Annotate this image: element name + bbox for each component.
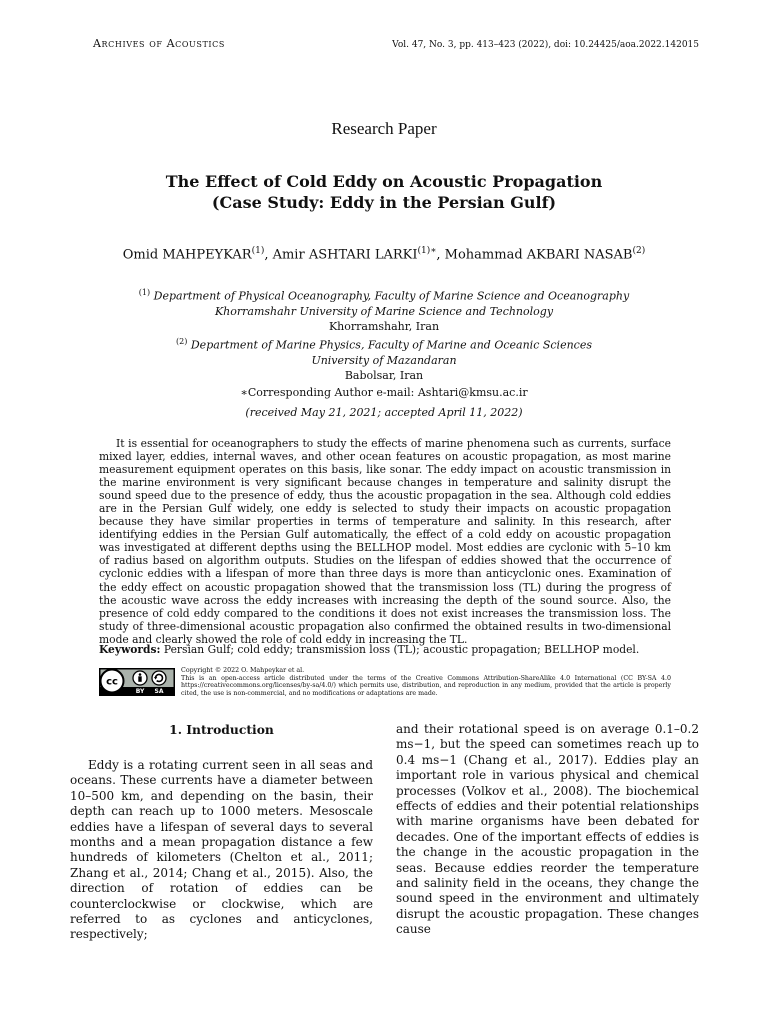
author-list: Omid MAHPEYKAR$^{(1)}$, Amir ASHTARI $LARKI^{(1)∗}$, Mohammad AKBARI NASAB$^{(2)}$ <box>122 246 646 263</box>
title-line-1: The Effect of Cold Eddy on Acoustic Propagation <box>165 172 603 191</box>
license-block <box>99 667 671 697</box>
corresponding-author: ∗Corresponding Author e-mail: Ashtari@kmsu.ac.ir <box>240 386 528 399</box>
affiliation-2-dept: Department of Marine Physics, Faculty of Marine and Oceanic Sciences <box>190 338 592 352</box>
running-header <box>93 37 699 51</box>
intro-paragraph-1: Eddy is a rotating current seen in all seas and oceans. These currents have a diameter between 10–500 km, and depending on the basin, their depth can reach up to 1000 meters. Mesoscale eddies have a lifespan of several days to several months and a mean propagation distance a few hundreds of kilometers (Chelton et al., 2011; Zhang et al., 2014; Chang et al., 2015). Also, the direction of rotation of eddies can be counterclockwise or clockwise, which are referred to as cyclones and anticyclones, respectively; <box>70 758 373 942</box>
sa-label: SA <box>154 688 164 695</box>
journal-name: Archives of Acoustics <box>93 37 225 50</box>
affiliation-1-marker: (1) <box>138 288 151 297</box>
affiliation-1-dept: Department of Physical Oceanography, Faculty of Marine Science and Oceanography <box>153 289 630 303</box>
volume-info: Vol. 47, No. 3, pp. 413–423 (2022), doi: 10.24425/aoa.2022.142015 <box>392 40 699 50</box>
cc-label: cc <box>106 676 118 688</box>
keywords <box>99 643 671 656</box>
affiliation-1 <box>0 285 768 334</box>
by-label: BY <box>135 688 145 695</box>
license-text <box>181 667 671 698</box>
keywords-label: Keywords: <box>99 643 161 656</box>
license-terms: This is an open-access article distributed under the terms of the Creative Commons Attribution-ShareAlike 4.0 International (CC BY-SA 4.0 https://creativecommons.org/licenses/by-sa/4.0/) which permits use, distribution, and reproduction in any medium, provided that the article is properly cited, the use is non-commercial, and no modifications or adaptations are made. <box>181 674 671 698</box>
paper-type: Research Paper <box>331 119 437 138</box>
paper-title <box>0 171 768 213</box>
column-right <box>396 722 699 938</box>
section-heading: 1. Introduction <box>169 722 274 737</box>
copyright-line: Copyright © 2022 O. Mahpeykar et al. <box>181 667 305 674</box>
affiliation-2-marker: (2) <box>176 337 188 346</box>
affiliation-1-city: Khorramshahr, Iran <box>328 319 440 333</box>
keywords-list: Persian Gulf; cold eddy; transmission loss (TL); acoustic propagation; BELLHOP model. <box>163 643 640 656</box>
affiliation-2 <box>0 334 768 383</box>
affiliation-1-univ: Khorramshahr University of Marine Science and Technology <box>214 304 554 318</box>
abstract <box>99 437 671 646</box>
title-line-2: (Case Study: Eddy in the Persian Gulf) <box>211 193 557 212</box>
abstract-text: It is essential for oceanographers to study the effects of marine phenomena such as currents, surface mixed layer, eddies, internal waves, and other ocean features on acoustic propagation, as most marine measurement equipment operates on this basis, like sonar. The eddy impact on acoustic transmission in the marine environment is very significant because changes in temperature and salinity disrupt the sound speed due to the presence of eddy, thus the acoustic propagation in the sea. Although cold eddies are in the Persian Gulf widely, one eddy is selected to study their impacts on acoustic propagation because they have similar properties in terms of temperature and salinity. In this research, after identifying eddies in the Persian Gulf automatically, the effect of a cold eddy on acoustic propagation was investigated at different depths using the BELLHOP model. Most eddies are cyclonic with 5–10 km of radius based on algorithm outputs. Studies on the lifespan of eddies showed that the occurrence of cyclonic eddies with a lifespan of more than three days is more than anticyclonic ones. Examination of the eddy effect on acoustic propagation showed that the transmission loss (TL) during the progress of the acoustic wave across the eddy increases with increasing the depth of the sound source. Also, the presence of cold eddy compared to the conditions it does not exist increases the transmission loss. The study of three-dimensional acoustic propagation also confirmed the obtained results in two-dimensional mode and clearly showed the role of cold eddy in increasing the TL. <box>99 437 671 646</box>
author-3-affil: (2) <box>632 246 646 256</box>
received-dates: (received May 21, 2021; accepted April 11, 2022) <box>245 406 523 419</box>
column-left <box>70 722 373 943</box>
author-2: Amir ASHTARI LARKI <box>272 247 418 263</box>
author-1: Omid MAHPEYKAR <box>122 247 252 263</box>
author-2-affil: (1)∗ <box>417 246 437 256</box>
affiliation-2-city: Babolsar, Iran <box>344 368 424 382</box>
author-3: Mohammad AKBARI NASAB <box>444 247 633 263</box>
affiliation-2-univ: University of Mazandaran <box>311 353 457 367</box>
author-1-affil: (1) <box>251 246 265 256</box>
cc-by-sa-badge-icon <box>99 668 175 696</box>
intro-paragraph-2: and their rotational speed is on average 0.1–0.2 ms−1, but the speed can sometimes reach up to 0.4 ms−1 (Chang et al., 2017). Eddies play an important role in various physical and chemical processes (Volkov et al., 2008). The biochemical effects of eddies and their potential relationships with marine organisms have been debated for decades. One of the important effects of eddies is the change in the acoustic propagation in the seas. Because eddies reorder the temperature and salinity field in the oceans, they change the sound speed in the environment and ultimately disrupt the acoustic propagation. These changes cause <box>396 722 699 937</box>
